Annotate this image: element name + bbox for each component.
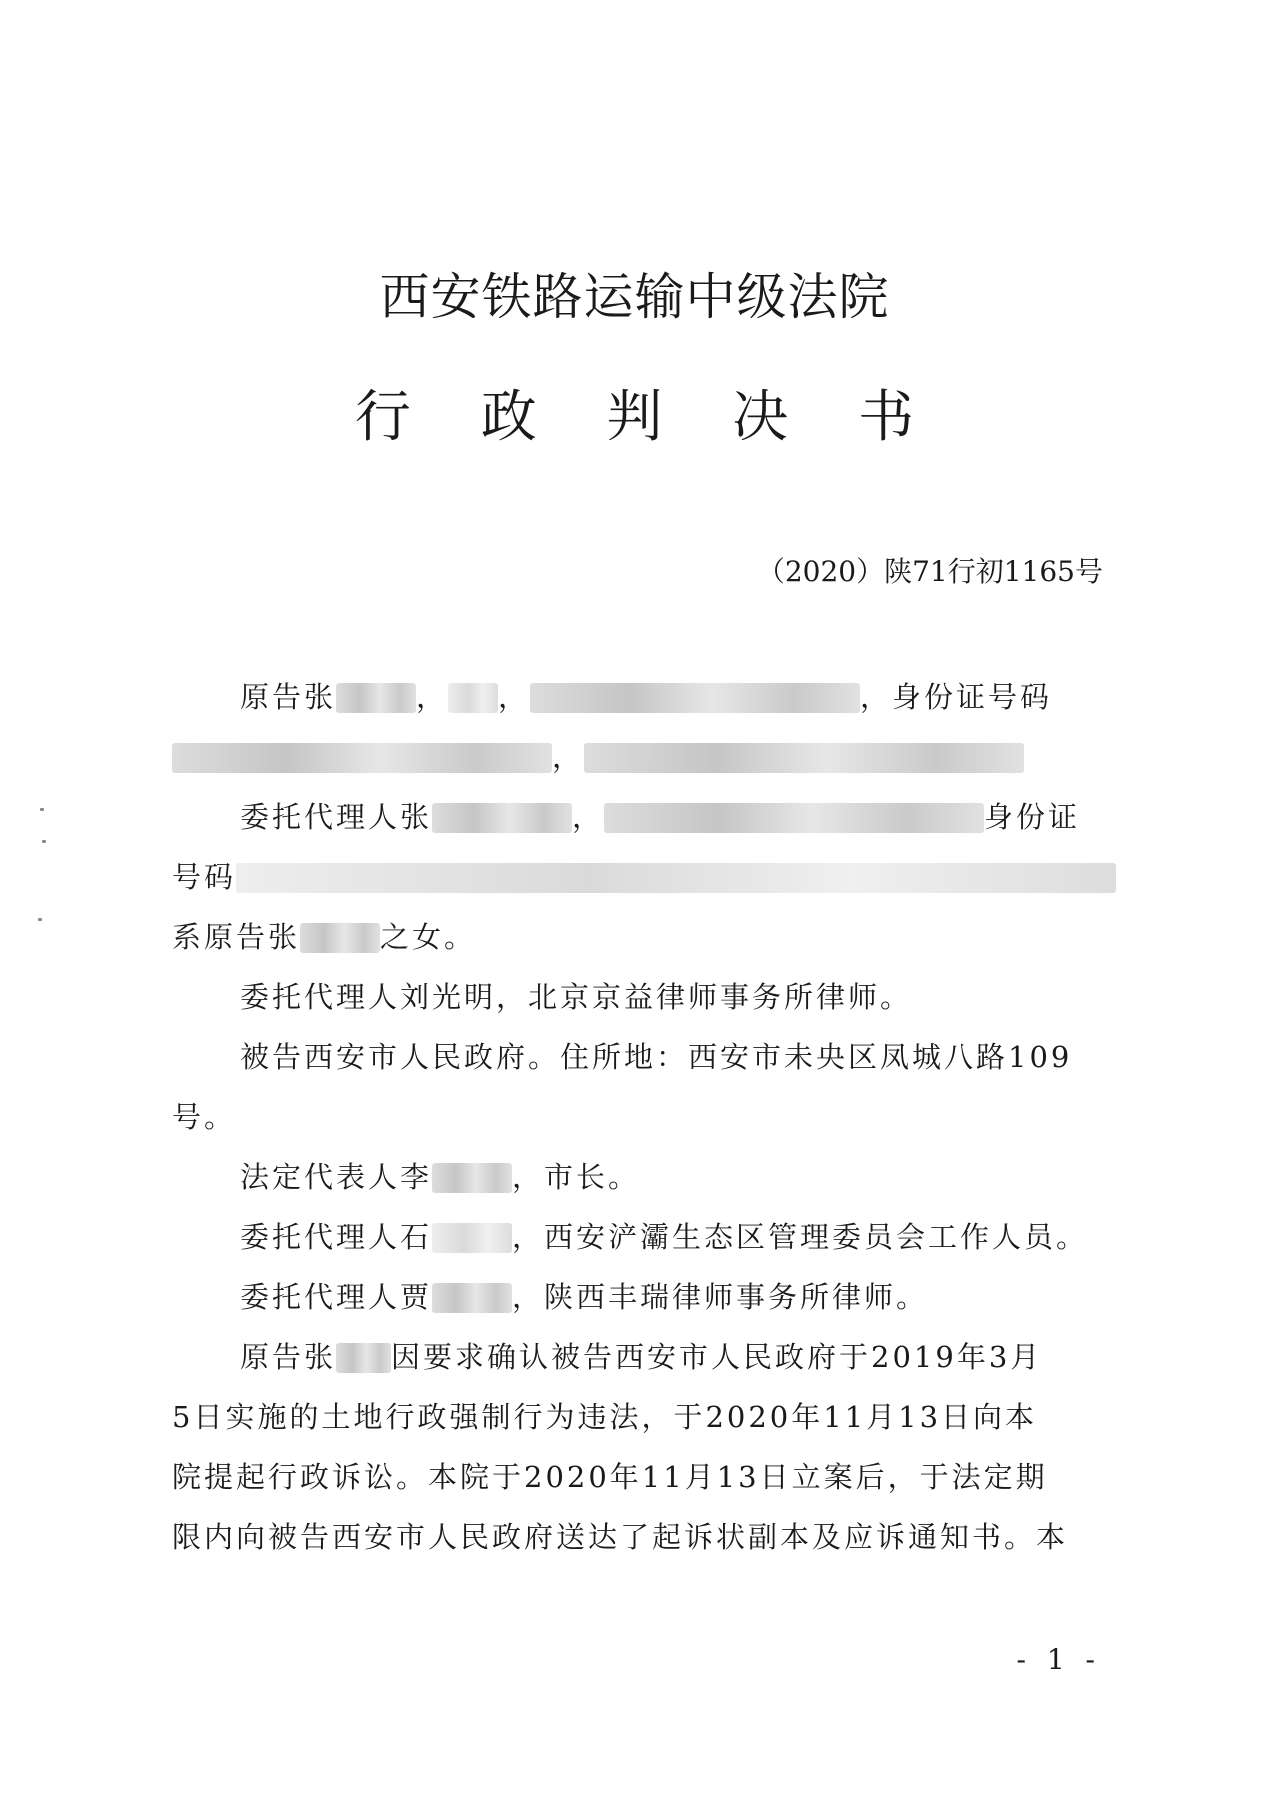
- scan-speck: [38, 918, 42, 921]
- document-type-title: 行 政 判 决 书: [354, 385, 941, 450]
- case-summary-line-1: [240, 1337, 1042, 1377]
- agent-relation-line: [172, 917, 476, 957]
- text-segment: ，: [498, 680, 531, 714]
- redaction-block: [236, 863, 1116, 893]
- text-segment: 法定代表人李: [240, 1160, 433, 1194]
- redaction-block: [448, 683, 498, 713]
- text-segment: ，身份证号码: [860, 680, 1053, 714]
- redaction-block: [432, 1283, 512, 1313]
- redaction-block: [604, 803, 984, 833]
- text-segment: ，西安浐灞生态区管理委员会工作人员。: [512, 1220, 1089, 1254]
- text-segment: 原告张: [240, 680, 337, 714]
- text-segment: 委托代理人石: [240, 1220, 433, 1254]
- redaction-block: [336, 683, 416, 713]
- plaintiff-line: [240, 677, 1052, 717]
- redaction-block: [336, 1343, 391, 1373]
- legal-rep-line: [240, 1157, 640, 1197]
- defendant-line: 被告西安市人民政府。住所地：西安市未央区凤城八路109: [240, 1040, 1073, 1074]
- redaction-block: [584, 743, 1024, 773]
- text-segment: 之女。: [380, 920, 477, 954]
- case-number: （2020）陕71行初1165号: [756, 555, 1103, 588]
- redaction-block: [300, 923, 380, 953]
- text-segment: ，: [572, 800, 605, 834]
- plaintiff-id-line: [172, 737, 1024, 777]
- scan-speck: [42, 840, 46, 843]
- case-summary-line-4: 限内向被告西安市人民政府送达了起诉状副本及应诉通知书。本: [172, 1520, 1069, 1554]
- text-segment: 委托代理人贾: [240, 1280, 433, 1314]
- agent-zhang-id-line: [172, 857, 1116, 897]
- defendant-line-cont: 号。: [172, 1100, 237, 1134]
- redaction-block: [530, 683, 860, 713]
- agent-liu-line: 委托代理人刘光明，北京京益律师事务所律师。: [240, 980, 913, 1014]
- case-summary-line-2: 5日实施的土地行政强制行为违法，于2020年11月13日向本: [172, 1400, 1038, 1434]
- text-segment: 因要求确认被告西安市人民政府于2019年3月: [391, 1340, 1043, 1374]
- redaction-block: [172, 743, 552, 773]
- text-segment: 委托代理人张: [240, 800, 433, 834]
- court-name: 西安铁路运输中级法院: [379, 268, 890, 326]
- text-segment: ，市长。: [512, 1160, 641, 1194]
- text-segment: ，: [552, 740, 585, 774]
- text-segment: ，陕西丰瑞律师事务所律师。: [512, 1280, 929, 1314]
- text-segment: 系原告张: [172, 920, 301, 954]
- agent-shi-line: [240, 1217, 1088, 1257]
- redaction-block: [432, 1223, 512, 1253]
- case-summary-line-3: 院提起行政诉讼。本院于2020年11月13日立案后，于法定期: [172, 1460, 1048, 1494]
- agent-zhang-line: [240, 797, 1080, 837]
- page-number: - 1 -: [1016, 1643, 1101, 1676]
- text-segment: ，: [416, 680, 449, 714]
- text-segment: 原告张: [240, 1340, 337, 1374]
- text-segment: 号码: [172, 860, 237, 894]
- text-segment: 身份证: [984, 800, 1081, 834]
- agent-jia-line: [240, 1277, 928, 1317]
- redaction-block: [432, 803, 572, 833]
- scan-speck: [40, 808, 44, 811]
- redaction-block: [432, 1163, 512, 1193]
